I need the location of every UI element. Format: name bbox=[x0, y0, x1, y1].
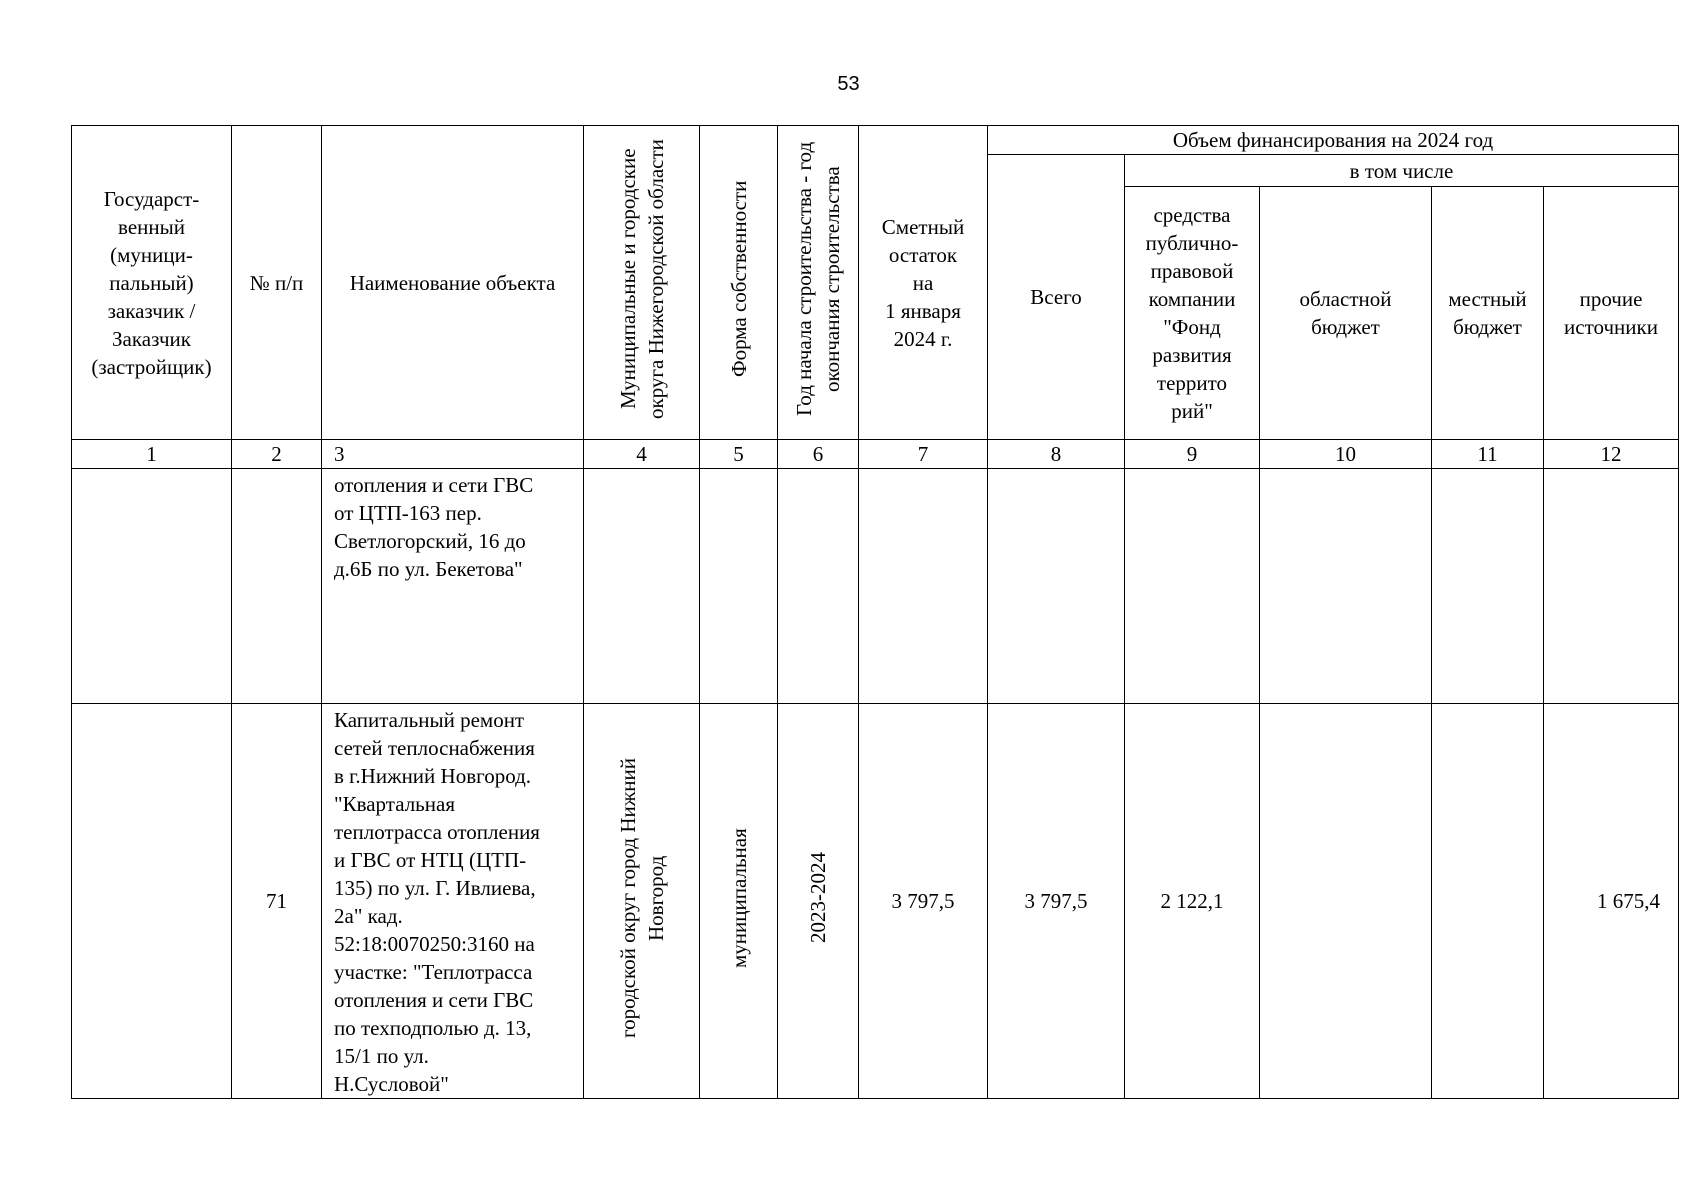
cell-municipality bbox=[584, 469, 700, 704]
header-fund bbox=[1125, 187, 1260, 440]
cell-object-name-text: отопления и сети ГВС от ЦТП-163 пер. Светлогорский, 16 до д.6Б по ул. Бекетова" bbox=[334, 473, 534, 581]
header-financing-label: Объем финансирования на 2024 год bbox=[1172, 128, 1494, 152]
cell-fund: 2 122,1 bbox=[1125, 704, 1260, 1099]
column-index: 11 bbox=[1432, 440, 1544, 469]
column-index: 1 bbox=[72, 440, 232, 469]
cell-ownership-text: муниципальная bbox=[726, 827, 751, 968]
cell-estimate: 3 797,5 bbox=[859, 704, 988, 1099]
cell-local bbox=[1432, 704, 1544, 1099]
header-other-label: прочие источники bbox=[1564, 287, 1658, 339]
cell-other: 1 675,4 bbox=[1544, 704, 1679, 1099]
cell-num: 71 bbox=[232, 704, 322, 1099]
cell-total: 3 797,5 bbox=[988, 704, 1125, 1099]
cell-customer bbox=[72, 469, 232, 704]
column-index: 6 bbox=[778, 440, 859, 469]
column-index: 9 bbox=[1125, 440, 1260, 469]
column-index: 2 bbox=[232, 440, 322, 469]
header-years bbox=[778, 126, 859, 440]
header-fund-label: средства публично- правовой компании "Фонд развития террито рий" bbox=[1145, 203, 1239, 423]
header-municipality-label: Муниципальные и городские округа Нижегородской области bbox=[615, 139, 668, 419]
header-financing bbox=[988, 126, 1679, 155]
table-row bbox=[72, 469, 1679, 704]
cell-object-name-text: Капитальный ремонт сетей теплоснабжения в г.Нижний Новгород. "Квартальная теплотрасса отопления и ГВС от НТЦ (ЦТП- 135) по ул. Г. Ивлиева, 2а" кад. 52:18:0070250:3160 на участке: "Теплотрасса отопления и сети ГВС по техподполью д. 13, 15/1 по ул. Н.Сусловой" bbox=[334, 708, 540, 1096]
header-object-name bbox=[322, 126, 584, 440]
header-including-label: в том числе bbox=[1349, 158, 1454, 183]
cell-estimate bbox=[859, 469, 988, 704]
column-index: 7 bbox=[859, 440, 988, 469]
cell-local bbox=[1432, 469, 1544, 704]
cell-ownership bbox=[700, 469, 778, 704]
column-index: 10 bbox=[1260, 440, 1432, 469]
column-index: 8 bbox=[988, 440, 1125, 469]
cell-object-name bbox=[322, 704, 584, 1099]
header-ownership bbox=[700, 126, 778, 440]
cell-object-name bbox=[322, 469, 584, 704]
header-estimate bbox=[859, 126, 988, 440]
cell-years bbox=[778, 704, 859, 1099]
column-index: 5 bbox=[700, 440, 778, 469]
cell-customer bbox=[72, 704, 232, 1099]
cell-regional bbox=[1260, 704, 1432, 1099]
header-customer-label: Государст- венный (муници- пальный) заказчик / Заказчик (застройщик) bbox=[91, 186, 212, 379]
column-index: 3 bbox=[322, 440, 584, 469]
table-row bbox=[72, 704, 1679, 1099]
cell-other bbox=[1544, 469, 1679, 704]
cell-municipality-text: городской округ город Нижний Новгород bbox=[615, 757, 668, 1038]
header-customer bbox=[72, 126, 232, 440]
financing-table bbox=[71, 125, 1679, 1099]
header-num-label: № п/п bbox=[249, 270, 304, 295]
header-other bbox=[1544, 187, 1679, 440]
cell-fund bbox=[1125, 469, 1260, 704]
header-row-1 bbox=[72, 126, 1679, 155]
cell-regional bbox=[1260, 469, 1432, 704]
page-number: 53 bbox=[837, 73, 860, 95]
header-years-label: Год начала строительства - год окончания строительства bbox=[792, 141, 844, 417]
cell-total bbox=[988, 469, 1125, 704]
cell-years bbox=[778, 469, 859, 704]
header-regional-label: областной бюджет bbox=[1299, 287, 1392, 339]
column-index: 4 bbox=[584, 440, 700, 469]
header-object-name-label: Наименование объекта bbox=[349, 270, 556, 295]
header-regional bbox=[1260, 187, 1432, 440]
column-index: 12 bbox=[1544, 440, 1679, 469]
header-total-label: Всего bbox=[1030, 285, 1082, 309]
header-total bbox=[988, 155, 1125, 440]
header-local bbox=[1432, 187, 1544, 440]
header-local-label: местный бюджет bbox=[1448, 287, 1527, 339]
cell-ownership bbox=[700, 704, 778, 1099]
header-municipality bbox=[584, 126, 700, 440]
header-ownership-label: Форма собственности bbox=[726, 180, 751, 378]
header-including bbox=[1125, 155, 1679, 187]
cell-municipality bbox=[584, 704, 700, 1099]
header-num bbox=[232, 126, 322, 440]
cell-years-text: 2023-2024 bbox=[806, 852, 830, 943]
header-estimate-label: Сметный остаток на 1 января 2024 г. bbox=[881, 214, 965, 351]
cell-num bbox=[232, 469, 322, 704]
column-index-row bbox=[72, 440, 1679, 469]
